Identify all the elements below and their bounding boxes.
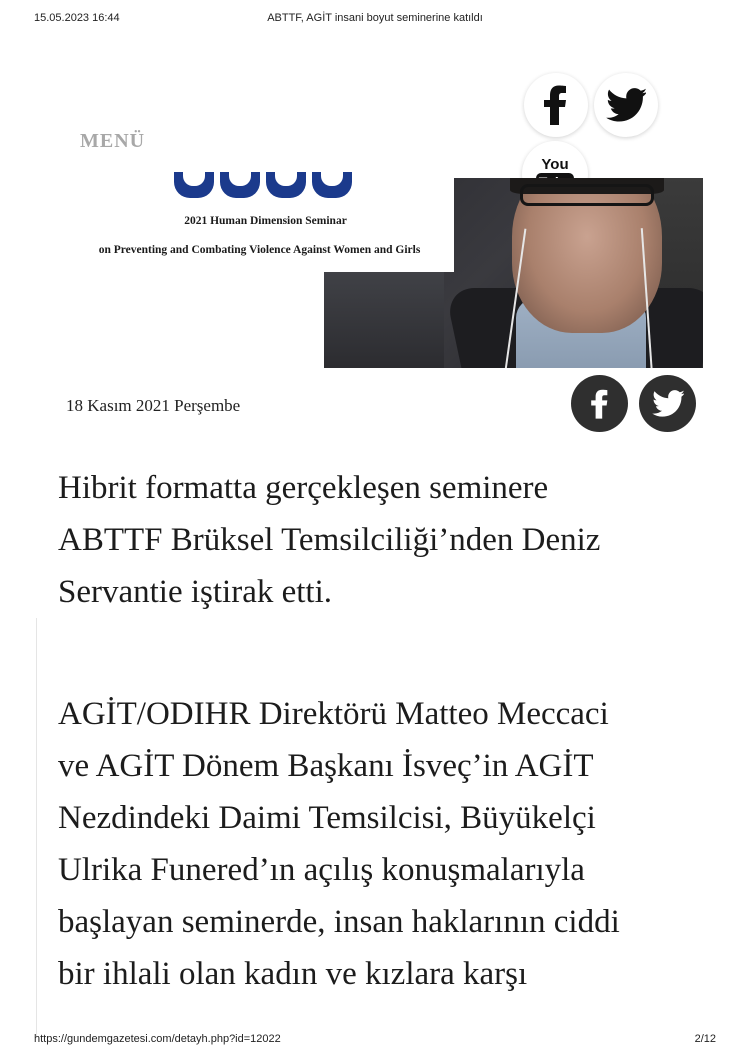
twitter-icon (652, 390, 684, 417)
article-paragraph-1 (58, 462, 718, 618)
facebook-icon (541, 85, 571, 125)
facebook-link-top[interactable] (524, 73, 588, 137)
paragraph-line: Hibrit formatta gerçekleşen seminere (58, 470, 549, 506)
paragraph-line: bir ihlali olan kadın ve kızlara karşı (58, 956, 528, 992)
twitter-icon (606, 88, 646, 122)
osce-logo-letter (266, 172, 306, 198)
twitter-link-top[interactable] (594, 73, 658, 137)
article-paragraph-2 (58, 688, 718, 1000)
print-page-title: ABTTF, AGİT insani boyut seminerine katıldı (267, 12, 483, 24)
banner-line-2: on Preventing and Combating Violence Against Women and Girls (98, 244, 421, 256)
facebook-icon (589, 387, 611, 421)
print-url: https://gundemgazetesi.com/detayh.php?id=12022 (34, 1033, 281, 1045)
youtube-text-you: You (541, 156, 569, 173)
print-datetime: 15.05.2023 16:44 (34, 12, 120, 24)
article-date: 18 Kasım 2021 Perşembe (66, 396, 241, 415)
hero-image (77, 172, 703, 368)
osce-logo (174, 172, 352, 198)
photo-glasses (520, 184, 654, 206)
paragraph-line: ve AGİT Dönem Başkanı İsveç’in AGİT (58, 748, 594, 784)
paragraph-line: Servantie iştirak etti. (58, 574, 333, 610)
share-facebook-button[interactable] (571, 375, 628, 432)
menu-button[interactable]: MENÜ (80, 130, 146, 152)
print-header (0, 12, 750, 28)
share-twitter-button[interactable] (639, 375, 696, 432)
banner-line-1: 2021 Human Dimension Seminar (184, 215, 347, 227)
content-side-rule (36, 618, 37, 1038)
paragraph-line: Ulrika Funered’ın açılış konuşmalarıyla (58, 852, 585, 888)
paragraph-line: AGİT/ODIHR Direktörü Matteo Meccaci (58, 696, 609, 732)
paragraph-line: ABTTF Brüksel Temsilciliği’nden Deniz (58, 522, 601, 558)
osce-logo-letter (174, 172, 214, 198)
paragraph-line: Nezdindeki Daimi Temsilcisi, Büyükelçi (58, 800, 596, 836)
osce-logo-letter (312, 172, 352, 198)
print-footer (0, 1033, 750, 1049)
osce-logo-letter (220, 172, 260, 198)
seminar-banner (77, 172, 454, 272)
print-page-number: 2/12 (694, 1033, 716, 1045)
paragraph-line: başlayan seminerde, insan haklarının ciddi (58, 904, 620, 940)
